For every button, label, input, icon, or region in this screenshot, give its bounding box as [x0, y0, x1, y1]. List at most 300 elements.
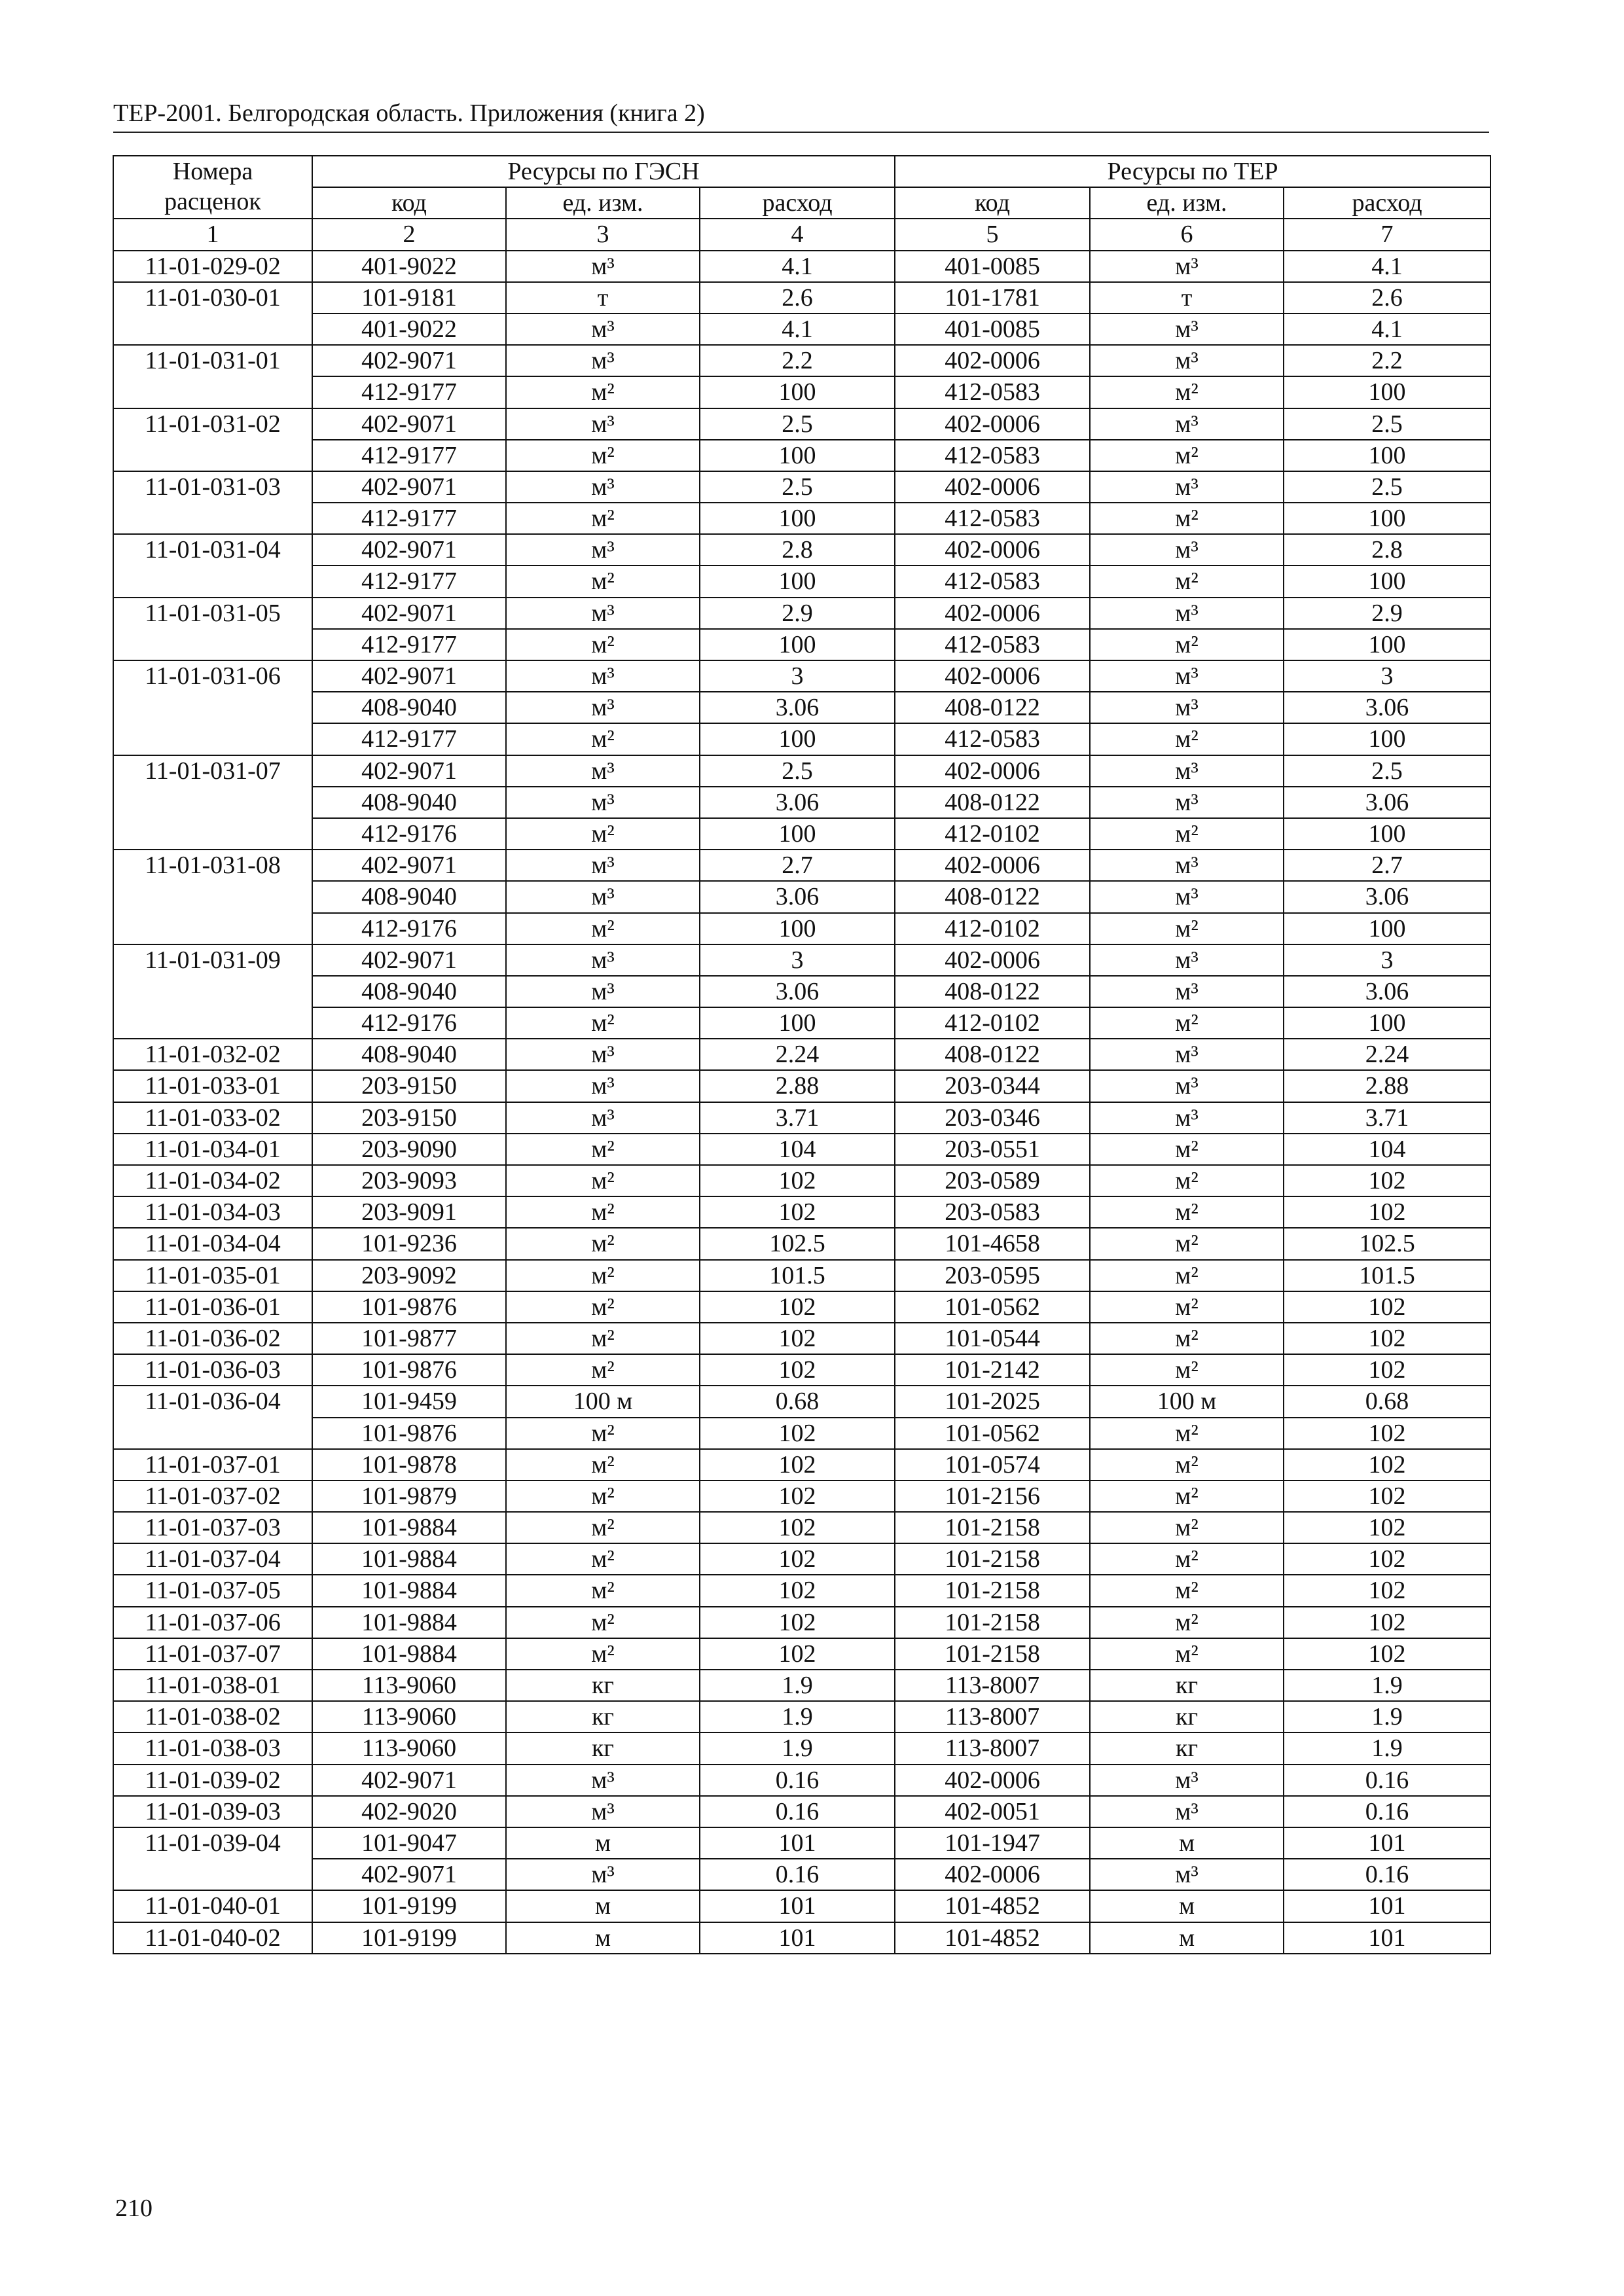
- ter-unit-cell: м: [1090, 1890, 1284, 1922]
- gesn-unit-cell: 100 м: [506, 1386, 700, 1417]
- table-row: [113, 818, 1490, 850]
- gesn-amount-cell: 102: [700, 1165, 895, 1196]
- gesn-unit-cell: м²: [506, 1638, 700, 1670]
- ter-code-cell: 203-0346: [895, 1102, 1090, 1134]
- table-row: [113, 1543, 1490, 1575]
- gesn-unit-header: ед. изм.: [506, 187, 700, 219]
- column-number: 6: [1090, 219, 1284, 250]
- ter-unit-cell: м²: [1090, 1007, 1284, 1039]
- column-number: 1: [113, 219, 312, 250]
- rate-number-cell: 11-01-040-02: [113, 1922, 312, 1954]
- table-row: [113, 376, 1490, 408]
- ter-amount-cell: 102: [1284, 1418, 1490, 1449]
- gesn-unit-cell: м²: [506, 1165, 700, 1196]
- gesn-unit-cell: м³: [506, 1039, 700, 1070]
- rate-number-cell: 11-01-032-02: [113, 1039, 312, 1070]
- gesn-amount-cell: 3.06: [700, 692, 895, 723]
- gesn-code-cell: 408-9040: [312, 692, 506, 723]
- ter-unit-cell: м³: [1090, 1070, 1284, 1102]
- gesn-code-cell: 101-9199: [312, 1922, 506, 1954]
- gesn-amount-cell: 1.9: [700, 1701, 895, 1732]
- ter-amount-cell: 4.1: [1284, 251, 1490, 282]
- ter-amount-cell: 3: [1284, 944, 1490, 976]
- column-number: 7: [1284, 219, 1490, 250]
- table-row: [113, 503, 1490, 534]
- gesn-amount-cell: 100: [700, 376, 895, 408]
- table-row: [113, 755, 1490, 787]
- ter-unit-cell: м²: [1090, 1449, 1284, 1480]
- rate-number-cell: 11-01-037-07: [113, 1638, 312, 1670]
- ter-unit-cell: 100 м: [1090, 1386, 1284, 1417]
- gesn-unit-cell: м²: [506, 629, 700, 660]
- gesn-code-cell: 412-9177: [312, 723, 506, 755]
- rate-number-cell: 11-01-031-01: [113, 345, 312, 376]
- ter-code-cell: 402-0006: [895, 1765, 1090, 1796]
- gesn-code-cell: 101-9884: [312, 1543, 506, 1575]
- ter-unit-cell: м³: [1090, 976, 1284, 1007]
- ter-code-cell: 101-4852: [895, 1922, 1090, 1954]
- table-row: [113, 1765, 1490, 1796]
- gesn-code-cell: 402-9071: [312, 471, 506, 503]
- ter-unit-cell: т: [1090, 282, 1284, 314]
- rate-number-cell: 11-01-038-03: [113, 1732, 312, 1764]
- ter-amount-cell: 101.5: [1284, 1260, 1490, 1291]
- ter-unit-cell: м³: [1090, 692, 1284, 723]
- ter-unit-cell: кг: [1090, 1670, 1284, 1701]
- rate-number-cell: 11-01-034-03: [113, 1196, 312, 1228]
- table-row: [113, 1449, 1490, 1480]
- ter-amount-cell: 3: [1284, 660, 1490, 692]
- table-row: [113, 598, 1490, 629]
- ter-unit-cell: м²: [1090, 1480, 1284, 1512]
- table-row: [113, 282, 1490, 314]
- gesn-amount-cell: 0.68: [700, 1386, 895, 1417]
- gesn-code-cell: 408-9040: [312, 976, 506, 1007]
- ter-code-cell: 101-0562: [895, 1418, 1090, 1449]
- gesn-unit-cell: м²: [506, 913, 700, 944]
- ter-amount-cell: 102: [1284, 1354, 1490, 1386]
- gesn-unit-cell: м²: [506, 503, 700, 534]
- ter-amount-cell: 2.5: [1284, 471, 1490, 503]
- gesn-code-cell: 101-9884: [312, 1607, 506, 1638]
- gesn-code-cell: 101-9884: [312, 1575, 506, 1606]
- gesn-amount-cell: 2.9: [700, 598, 895, 629]
- table-row: [113, 1354, 1490, 1386]
- gesn-unit-cell: м²: [506, 1575, 700, 1606]
- table-row: [113, 1827, 1490, 1859]
- rate-number-cell: 11-01-039-04: [113, 1827, 312, 1859]
- ter-amount-cell: 102: [1284, 1323, 1490, 1354]
- gesn-code-cell: 203-9091: [312, 1196, 506, 1228]
- ter-code-cell: 412-0102: [895, 1007, 1090, 1039]
- ter-amount-cell: 0.16: [1284, 1796, 1490, 1827]
- ter-unit-cell: м³: [1090, 314, 1284, 345]
- table-row: [113, 629, 1490, 660]
- table-row: [113, 1386, 1490, 1417]
- ter-amount-cell: 3.06: [1284, 976, 1490, 1007]
- ter-unit-cell: м²: [1090, 629, 1284, 660]
- ter-code-cell: 408-0122: [895, 787, 1090, 818]
- gesn-amount-cell: 100: [700, 818, 895, 850]
- ter-unit-cell: м³: [1090, 850, 1284, 881]
- gesn-amount-cell: 3: [700, 944, 895, 976]
- ter-amount-cell: 1.9: [1284, 1732, 1490, 1764]
- gesn-code-cell: 402-9071: [312, 850, 506, 881]
- ter-code-cell: 401-0085: [895, 314, 1090, 345]
- ter-code-cell: 101-4658: [895, 1228, 1090, 1259]
- rate-number-cell: [113, 1418, 312, 1449]
- ter-amount-cell: 102: [1284, 1449, 1490, 1480]
- rate-number-cell: [113, 503, 312, 534]
- gesn-amount-cell: 100: [700, 629, 895, 660]
- ter-unit-cell: м³: [1090, 408, 1284, 440]
- gesn-unit-cell: м³: [506, 598, 700, 629]
- ter-unit-cell: кг: [1090, 1701, 1284, 1732]
- rate-number-cell: 11-01-029-02: [113, 251, 312, 282]
- table-row: [113, 787, 1490, 818]
- table-row: [113, 881, 1490, 912]
- rate-number-cell: 11-01-034-01: [113, 1134, 312, 1165]
- gesn-unit-cell: м³: [506, 471, 700, 503]
- gesn-amount-cell: 4.1: [700, 314, 895, 345]
- ter-amount-cell: 3.06: [1284, 881, 1490, 912]
- gesn-amount-cell: 102: [700, 1418, 895, 1449]
- ter-unit-cell: м: [1090, 1827, 1284, 1859]
- ter-unit-cell: м²: [1090, 1228, 1284, 1259]
- gesn-code-cell: 101-9236: [312, 1228, 506, 1259]
- ter-amount-cell: 3.06: [1284, 787, 1490, 818]
- ter-code-cell: 203-0595: [895, 1260, 1090, 1291]
- rate-number-cell: [113, 629, 312, 660]
- table-row: [113, 1039, 1490, 1070]
- ter-code-cell: 203-0589: [895, 1165, 1090, 1196]
- ter-code-cell: 402-0006: [895, 755, 1090, 787]
- gesn-code-cell: 402-9071: [312, 660, 506, 692]
- gesn-amount-cell: 102: [700, 1480, 895, 1512]
- gesn-unit-cell: м²: [506, 723, 700, 755]
- ter-code-cell: 101-2142: [895, 1354, 1090, 1386]
- gesn-unit-cell: м²: [506, 1354, 700, 1386]
- ter-code-cell: 402-0006: [895, 598, 1090, 629]
- gesn-unit-cell: м²: [506, 1260, 700, 1291]
- ter-amount-cell: 100: [1284, 440, 1490, 471]
- ter-amount-cell: 0.68: [1284, 1386, 1490, 1417]
- gesn-code-cell: 402-9071: [312, 345, 506, 376]
- gesn-code-cell: 203-9092: [312, 1260, 506, 1291]
- ter-code-cell: 401-0085: [895, 251, 1090, 282]
- gesn-code-cell: 402-9071: [312, 944, 506, 976]
- gesn-amount-cell: 2.5: [700, 408, 895, 440]
- gesn-unit-cell: м²: [506, 1543, 700, 1575]
- rate-number-cell: 11-01-037-05: [113, 1575, 312, 1606]
- gesn-amount-cell: 101: [700, 1922, 895, 1954]
- rate-numbers-header: [113, 156, 312, 219]
- ter-unit-cell: м²: [1090, 1607, 1284, 1638]
- ter-amount-cell: 100: [1284, 503, 1490, 534]
- ter-amount-cell: 1.9: [1284, 1670, 1490, 1701]
- ter-code-cell: 101-1781: [895, 282, 1090, 314]
- table-row: [113, 723, 1490, 755]
- table-row: [113, 1102, 1490, 1134]
- rate-number-cell: 11-01-038-02: [113, 1701, 312, 1732]
- gesn-amount-cell: 101.5: [700, 1260, 895, 1291]
- ter-unit-cell: м²: [1090, 440, 1284, 471]
- gesn-code-cell: 402-9071: [312, 408, 506, 440]
- gesn-amount-cell: 102: [700, 1638, 895, 1670]
- ter-code-cell: 412-0583: [895, 629, 1090, 660]
- gesn-amount-cell: 3: [700, 660, 895, 692]
- ter-amount-cell: 102: [1284, 1575, 1490, 1606]
- ter-amount-cell: 102: [1284, 1196, 1490, 1228]
- rate-number-cell: [113, 440, 312, 471]
- table-row: [113, 408, 1490, 440]
- ter-code-cell: 402-0006: [895, 408, 1090, 440]
- table-row: [113, 1922, 1490, 1954]
- gesn-code-cell: 101-9877: [312, 1323, 506, 1354]
- gesn-amount-cell: 1.9: [700, 1732, 895, 1764]
- rate-number-cell: [113, 1007, 312, 1039]
- table-row: [113, 850, 1490, 881]
- ter-code-cell: 412-0583: [895, 376, 1090, 408]
- gesn-unit-cell: м²: [506, 1291, 700, 1323]
- ter-unit-cell: кг: [1090, 1732, 1284, 1764]
- gesn-amount-header: расход: [700, 187, 895, 219]
- ter-code-cell: 101-1947: [895, 1827, 1090, 1859]
- rate-number-cell: [113, 376, 312, 408]
- gesn-unit-cell: м²: [506, 565, 700, 597]
- gesn-code-cell: 412-9176: [312, 913, 506, 944]
- ter-unit-cell: м²: [1090, 1323, 1284, 1354]
- gesn-amount-cell: 2.88: [700, 1070, 895, 1102]
- ter-unit-cell: м²: [1090, 376, 1284, 408]
- ter-unit-cell: м²: [1090, 913, 1284, 944]
- gesn-code-cell: 113-9060: [312, 1732, 506, 1764]
- ter-unit-cell: м²: [1090, 565, 1284, 597]
- rate-number-cell: 11-01-034-02: [113, 1165, 312, 1196]
- gesn-code-cell: 101-9876: [312, 1291, 506, 1323]
- ter-unit-cell: м²: [1090, 1260, 1284, 1291]
- gesn-unit-cell: м³: [506, 944, 700, 976]
- ter-code-cell: 408-0122: [895, 976, 1090, 1007]
- ter-unit-cell: м³: [1090, 1102, 1284, 1134]
- table-row: [113, 1007, 1490, 1039]
- table-row: [113, 345, 1490, 376]
- gesn-code-cell: 412-9177: [312, 503, 506, 534]
- ter-code-cell: 101-2158: [895, 1638, 1090, 1670]
- ter-amount-cell: 100: [1284, 565, 1490, 597]
- table-row: [113, 692, 1490, 723]
- table-row: [113, 1165, 1490, 1196]
- ter-unit-cell: м³: [1090, 881, 1284, 912]
- table-row: [113, 1291, 1490, 1323]
- ter-amount-cell: 1.9: [1284, 1701, 1490, 1732]
- table-row: [113, 1260, 1490, 1291]
- gesn-code-cell: 402-9071: [312, 755, 506, 787]
- ter-amount-cell: 102: [1284, 1543, 1490, 1575]
- ter-amount-cell: 102: [1284, 1291, 1490, 1323]
- gesn-code-cell: 101-9199: [312, 1890, 506, 1922]
- rate-number-cell: 11-01-036-01: [113, 1291, 312, 1323]
- ter-group-header: Ресурсы по ТЕР: [895, 156, 1490, 187]
- gesn-unit-cell: м²: [506, 1418, 700, 1449]
- gesn-unit-cell: м³: [506, 1796, 700, 1827]
- rate-number-cell: 11-01-037-01: [113, 1449, 312, 1480]
- gesn-code-cell: 412-9177: [312, 376, 506, 408]
- ter-unit-cell: м³: [1090, 660, 1284, 692]
- rate-number-cell: 11-01-037-02: [113, 1480, 312, 1512]
- gesn-amount-cell: 2.6: [700, 282, 895, 314]
- table-row: [113, 314, 1490, 345]
- ter-amount-cell: 101: [1284, 1827, 1490, 1859]
- ter-amount-cell: 4.1: [1284, 314, 1490, 345]
- gesn-unit-cell: м³: [506, 1859, 700, 1890]
- gesn-unit-cell: м³: [506, 1070, 700, 1102]
- table-row: [113, 534, 1490, 565]
- gesn-amount-cell: 0.16: [700, 1796, 895, 1827]
- gesn-amount-cell: 102: [700, 1449, 895, 1480]
- gesn-amount-cell: 0.16: [700, 1765, 895, 1796]
- gesn-code-cell: 203-9150: [312, 1070, 506, 1102]
- gesn-code-cell: 101-9879: [312, 1480, 506, 1512]
- ter-unit-cell: м: [1090, 1922, 1284, 1954]
- table-row: [113, 944, 1490, 976]
- ter-code-cell: 203-0583: [895, 1196, 1090, 1228]
- ter-amount-cell: 102: [1284, 1638, 1490, 1670]
- rate-number-cell: [113, 1859, 312, 1890]
- gesn-code-cell: 408-9040: [312, 881, 506, 912]
- gesn-code-cell: 101-9884: [312, 1638, 506, 1670]
- ter-unit-cell: м³: [1090, 598, 1284, 629]
- gesn-amount-cell: 2.2: [700, 345, 895, 376]
- ter-unit-cell: м²: [1090, 1291, 1284, 1323]
- rate-number-cell: 11-01-031-06: [113, 660, 312, 692]
- ter-unit-cell: м³: [1090, 251, 1284, 282]
- gesn-amount-cell: 104: [700, 1134, 895, 1165]
- table-row: [113, 913, 1490, 944]
- ter-code-cell: 101-2158: [895, 1512, 1090, 1543]
- gesn-amount-cell: 2.8: [700, 534, 895, 565]
- gesn-code-cell: 203-9090: [312, 1134, 506, 1165]
- table-row: [113, 1701, 1490, 1732]
- rate-numbers-line1: Номера: [172, 158, 253, 185]
- ter-amount-cell: 100: [1284, 376, 1490, 408]
- ter-amount-cell: 2.7: [1284, 850, 1490, 881]
- ter-unit-cell: м³: [1090, 471, 1284, 503]
- gesn-code-cell: 101-9876: [312, 1354, 506, 1386]
- gesn-amount-cell: 2.5: [700, 755, 895, 787]
- rate-number-cell: [113, 913, 312, 944]
- gesn-unit-cell: м²: [506, 376, 700, 408]
- running-header: ТЕР-2001. Белгородская область. Приложения (книга 2): [113, 99, 705, 127]
- ter-amount-cell: 101: [1284, 1890, 1490, 1922]
- gesn-unit-cell: м³: [506, 1765, 700, 1796]
- gesn-amount-cell: 3.06: [700, 976, 895, 1007]
- gesn-code-cell: 101-9884: [312, 1512, 506, 1543]
- gesn-unit-cell: т: [506, 282, 700, 314]
- ter-amount-cell: 102: [1284, 1165, 1490, 1196]
- table-row: [113, 1575, 1490, 1606]
- ter-code-cell: 402-0006: [895, 1859, 1090, 1890]
- ter-amount-cell: 102.5: [1284, 1228, 1490, 1259]
- gesn-amount-cell: 100: [700, 913, 895, 944]
- gesn-amount-cell: 2.24: [700, 1039, 895, 1070]
- ter-unit-cell: м²: [1090, 1575, 1284, 1606]
- ter-code-cell: 101-2156: [895, 1480, 1090, 1512]
- ter-code-cell: 402-0006: [895, 660, 1090, 692]
- gesn-amount-cell: 102: [700, 1512, 895, 1543]
- gesn-code-cell: 101-9047: [312, 1827, 506, 1859]
- gesn-group-header: Ресурсы по ГЭСН: [312, 156, 895, 187]
- gesn-unit-cell: м³: [506, 976, 700, 1007]
- table-row: [113, 1323, 1490, 1354]
- ter-amount-cell: 100: [1284, 723, 1490, 755]
- gesn-code-cell: 113-9060: [312, 1670, 506, 1701]
- ter-unit-cell: м²: [1090, 1165, 1284, 1196]
- ter-unit-cell: м²: [1090, 1543, 1284, 1575]
- column-number: 2: [312, 219, 506, 250]
- ter-amount-cell: 2.88: [1284, 1070, 1490, 1102]
- table-row: [113, 1512, 1490, 1543]
- ter-code-cell: 412-0583: [895, 565, 1090, 597]
- ter-unit-cell: м³: [1090, 1859, 1284, 1890]
- gesn-unit-cell: м²: [506, 1449, 700, 1480]
- ter-amount-header: расход: [1284, 187, 1490, 219]
- ter-unit-cell: м²: [1090, 1134, 1284, 1165]
- gesn-unit-cell: м: [506, 1827, 700, 1859]
- ter-code-cell: 203-0344: [895, 1070, 1090, 1102]
- gesn-amount-cell: 2.5: [700, 471, 895, 503]
- ter-unit-cell: м²: [1090, 1512, 1284, 1543]
- gesn-amount-cell: 3.71: [700, 1102, 895, 1134]
- rate-number-cell: 11-01-031-05: [113, 598, 312, 629]
- ter-amount-cell: 0.16: [1284, 1859, 1490, 1890]
- gesn-amount-cell: 102: [700, 1196, 895, 1228]
- gesn-unit-cell: м³: [506, 534, 700, 565]
- gesn-code-cell: 401-9022: [312, 314, 506, 345]
- ter-amount-cell: 100: [1284, 913, 1490, 944]
- rate-number-cell: 11-01-039-02: [113, 1765, 312, 1796]
- table-row: [113, 1859, 1490, 1890]
- gesn-code-cell: 402-9071: [312, 1859, 506, 1890]
- gesn-unit-cell: кг: [506, 1670, 700, 1701]
- ter-amount-cell: 102: [1284, 1512, 1490, 1543]
- ter-code-cell: 101-2025: [895, 1386, 1090, 1417]
- ter-code-cell: 113-8007: [895, 1701, 1090, 1732]
- ter-unit-cell: м²: [1090, 1354, 1284, 1386]
- gesn-code-cell: 412-9176: [312, 1007, 506, 1039]
- gesn-amount-cell: 100: [700, 565, 895, 597]
- ter-unit-cell: м²: [1090, 1418, 1284, 1449]
- gesn-amount-cell: 100: [700, 440, 895, 471]
- table-row: [113, 1607, 1490, 1638]
- gesn-amount-cell: 100: [700, 1007, 895, 1039]
- ter-unit-cell: м²: [1090, 503, 1284, 534]
- ter-code-cell: 402-0006: [895, 471, 1090, 503]
- ter-amount-cell: 3.06: [1284, 692, 1490, 723]
- table-row: [113, 1670, 1490, 1701]
- gesn-code-header: код: [312, 187, 506, 219]
- gesn-unit-cell: м²: [506, 1134, 700, 1165]
- ter-amount-cell: 104: [1284, 1134, 1490, 1165]
- table-row: [113, 1890, 1490, 1922]
- gesn-amount-cell: 3.06: [700, 881, 895, 912]
- gesn-unit-cell: м³: [506, 755, 700, 787]
- gesn-unit-cell: кг: [506, 1732, 700, 1764]
- ter-amount-cell: 101: [1284, 1922, 1490, 1954]
- gesn-code-cell: 408-9040: [312, 1039, 506, 1070]
- rate-number-cell: 11-01-036-02: [113, 1323, 312, 1354]
- gesn-code-cell: 402-9071: [312, 1765, 506, 1796]
